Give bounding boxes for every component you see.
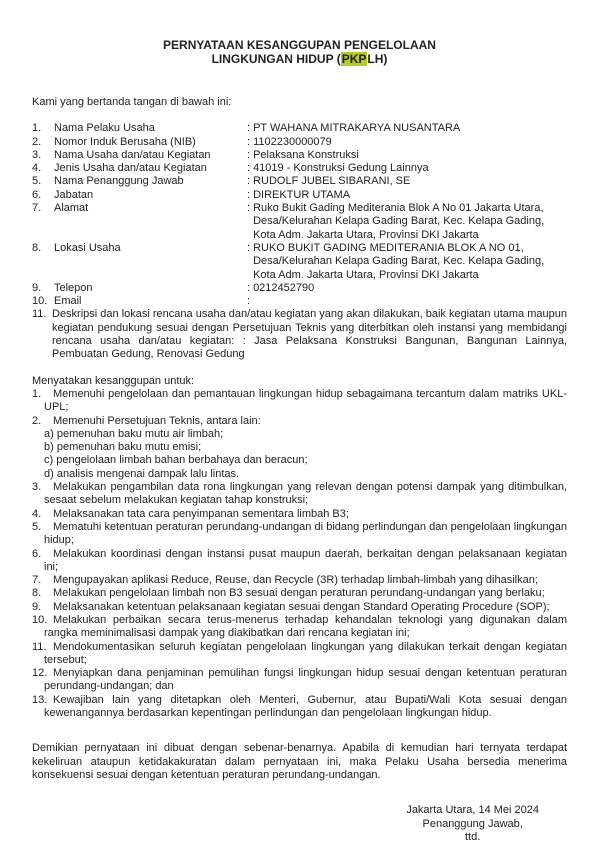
- item-number: 1.: [32, 387, 42, 400]
- commitment-text: Memenuhi pengelolaan dan pemantauan lingkungan hidup sebagaimana tercantum dalam matriks UKL-UPL;: [44, 387, 567, 414]
- commitment-item: [32, 587, 567, 600]
- commitment-item: [32, 547, 567, 575]
- item-number: 9.: [32, 281, 42, 294]
- colon-separator: :: [247, 188, 251, 201]
- commitment-text: Menyiapkan dana penjaminan pemulihan fungsi lingkungan hidup sesuai dengan ketentuan peraturan perundang-undangan; dan: [44, 667, 567, 693]
- title-line2-prefix: LINGKUNGAN HIDUP (: [211, 52, 341, 66]
- commitment-text: Mematuhi ketentuan peraturan perundang-undangan di bidang perlindungan dan pengelolaan lingkungan hidup;: [44, 520, 567, 547]
- field-value: PT WAHANA MITRAKARYA NUSANTARA: [253, 122, 461, 135]
- field-label: Nomor Induk Berusaha (NIB): [54, 135, 196, 148]
- colon-separator: :: [247, 295, 251, 308]
- commitment-text: Mengupayakan aplikasi Reduce, Reuse, dan Recycle (3R) terhadap limbah-limbah yang dihasilkan;: [53, 574, 538, 587]
- commitment-text: Melakukan koordinasi dengan instansi pusat maupun daerah, berkaitan dengan pelaksanaan kegiatan ini;: [44, 547, 567, 573]
- commitment-text: Melakukan pengambilan data rona lingkungan yang relevan dengan potensi dampak yang ditimbulkan, sesaat sebelum melakukan kegiatan tahap konstruksi;: [44, 481, 567, 507]
- commitment-subitem: d) analisis mengenai dampak lalu lintas.: [44, 467, 240, 480]
- field-value: DIREKTUR UTAMA: [253, 188, 351, 201]
- commitment-text: Memenuhi Persetujuan Teknis, antara lain:: [53, 414, 261, 427]
- document-title-line2: [32, 52, 567, 66]
- commitment-item: [32, 387, 567, 415]
- field-label: Nama Usaha dan/atau Kegiatan: [54, 148, 211, 161]
- item-number: 7.: [32, 574, 42, 587]
- field-value: RUKO BUKIT GADING MEDITERANIA BLOK A NO 01, Desa/Kelurahan Kelapa Gading Barat, Kec. Kelapa Gading, Kota Adm. Jakarta Utara, Provinsi DKI Jakarta: [253, 241, 545, 281]
- identity-row-description: [32, 308, 567, 361]
- field-value: RUDOLF JUBEL SIBARANI, SE: [253, 175, 411, 188]
- signature-role: Penanggung Jawab,: [422, 817, 523, 830]
- commitment-text: Melaksanakan ketentuan pelaksanaan kegiatan sesuai dengan Standard Operating Procedure (SOP);: [53, 600, 550, 613]
- commitment-text: Melakukan pengelolaan limbah non B3 sesuai dengan peraturan perundang-undangan yang berlaku;: [53, 587, 545, 600]
- signature-block: [406, 804, 539, 843]
- identity-row: [32, 175, 567, 188]
- colon-separator: :: [247, 162, 251, 175]
- commitment-subitem: c) pengelolaan limbah bahan berbahaya dan beracun;: [44, 454, 308, 467]
- field-label: Telepon: [54, 281, 93, 294]
- item-number: 5.: [32, 520, 42, 533]
- item-number: 7.: [32, 202, 42, 215]
- item-number: 10.: [32, 613, 48, 626]
- commitment-subitem: b) pemenuhan baku mutu emisi;: [44, 441, 202, 454]
- commitment-text: Melaksanakan tata cara penyimpanan sementara limbah B3;: [53, 507, 349, 520]
- item-number: 11.: [32, 308, 47, 321]
- field-value: Ruko Bukit Gading Mediterania Blok A No 01 Jakarta Utara, Desa/Kelurahan Kelapa Gading Barat, Kec. Kelapa Gading, Kota Adm. Jakarta Utara, Provinsi DKI Jakarta: [253, 202, 545, 241]
- commitment-text: Mendokumentasikan seluruh kegiatan pengelolaan lingkungan yang dilakukan terkait dengan kegiatan tersebut;: [44, 640, 567, 666]
- item-number: 1.: [32, 122, 42, 135]
- item-number: 12.: [32, 667, 48, 680]
- identity-row: [32, 136, 567, 149]
- field-value: 0212452790: [253, 281, 315, 294]
- commitments-list: [32, 388, 567, 720]
- title-line2-suffix: LH): [367, 52, 388, 66]
- field-value: 41019 - Konstruksi Gedung Lainnya: [253, 162, 429, 175]
- opening-statement: Kami yang bertanda tangan di bawah ini:: [32, 96, 232, 108]
- commitment-item: [32, 520, 567, 548]
- colon-separator: :: [247, 175, 251, 188]
- item-number: 2.: [32, 414, 42, 427]
- commitment-text: Melakukan perbaikan secara terus-menerus terhadap kehandalan teknologi yang digunakan dalam rangka meminimalisasi dampak yang diakibatkan dari rencana kegiatan ini;: [44, 613, 567, 640]
- identity-row: [32, 122, 567, 135]
- field-label: Nama Penanggung Jawab: [54, 175, 184, 188]
- identity-row: [32, 202, 567, 242]
- field-label: Email: [54, 295, 82, 308]
- field-label: Alamat: [54, 202, 89, 215]
- commitment-item: [32, 600, 567, 614]
- document-title: [32, 38, 567, 66]
- item-number: 5.: [32, 175, 42, 188]
- commitment-item: [32, 574, 567, 587]
- signature-place-date: Jakarta Utara, 14 Mei 2024: [406, 804, 539, 817]
- identity-row: [32, 189, 567, 202]
- item-number: 4.: [32, 162, 42, 175]
- field-value: Pelaksana Konstruksi: [253, 148, 359, 161]
- identity-row: [32, 282, 567, 295]
- field-label: Jabatan: [54, 188, 94, 201]
- colon-separator: :: [247, 241, 251, 254]
- field-label: Jenis Usaha dan/atau Kegiatan: [54, 162, 207, 175]
- commitment-item: [32, 507, 567, 521]
- colon-separator: :: [247, 135, 251, 148]
- field-value: 1102230000079: [253, 135, 332, 148]
- item-number: 6.: [32, 188, 42, 201]
- identity-row: [32, 149, 567, 162]
- commitment-item: [32, 414, 567, 428]
- field-label: Lokasi Usaha: [54, 241, 121, 254]
- identity-row: [32, 242, 567, 282]
- pkplh-highlight: PKP: [341, 52, 367, 66]
- item-number: 8.: [32, 587, 42, 600]
- description-text: Deskripsi dan lokasi rencana usaha dan/atau kegiatan yang akan dilakukan, baik kegiatan utama maupun kegiatan pendukung sesuai dengan Persetujuan Teknis yang diterbitkan oleh instansi yang membidangi rencana usaha dan/atau kegiatan: : Jasa Pelaksana Konstruksi Bangunan, Bangunan Lainnya, Pembuatan Gedung, Renovasi Gedung: [52, 308, 567, 361]
- colon-separator: :: [247, 281, 251, 294]
- field-value: [253, 295, 567, 308]
- colon-separator: :: [247, 122, 251, 135]
- closing-paragraph: Demikian pernyataan ini dibuat dengan sebenar-benarnya. Apabila di kemudian hari ternyata terdapat kekeliruan ataupun ketidakakuratan dalam pernyataan ini, maka Pelaku Usaha bersedia menerima konsekuensi sesuai dengan ketentuan peraturan perundang-undangan.: [32, 742, 567, 781]
- commitment-text: Kewajiban lain yang ditetapkan oleh Menteri, Gubernur, atau Bupati/Wali Kota sesuai dengan kewenangannya berdasarkan kepentingan perlindungan dan pengelolaan lingkungan hidup.: [44, 693, 567, 720]
- commitment-item: [32, 613, 567, 641]
- item-number: 3.: [32, 148, 42, 161]
- colon-separator: :: [247, 148, 251, 161]
- field-label: Nama Pelaku Usaha: [54, 122, 155, 135]
- commitment-item: [32, 640, 567, 668]
- identity-list: [32, 122, 567, 361]
- document-title-line1: PERNYATAAN KESANGGUPAN PENGELOLAAN: [163, 38, 436, 52]
- item-number: 9.: [32, 600, 42, 613]
- item-number: 3.: [32, 481, 42, 494]
- item-number: 8.: [32, 241, 42, 254]
- statement-intro: Menyatakan kesanggupan untuk:: [32, 374, 195, 387]
- identity-row: [32, 295, 567, 308]
- signature-ttd: ttd.: [465, 830, 481, 843]
- identity-row: [32, 162, 567, 175]
- item-number: 4.: [32, 507, 42, 520]
- commitment-item: [32, 693, 567, 721]
- item-number: 10.: [32, 295, 48, 308]
- item-number: 13.: [32, 693, 48, 706]
- item-number: 2.: [32, 135, 42, 148]
- item-number: 6.: [32, 547, 42, 560]
- item-number: 11.: [32, 640, 47, 653]
- commitment-subitem: a) pemenuhan baku mutu air limbah;: [44, 427, 224, 440]
- commitment-item: [32, 481, 567, 508]
- colon-separator: :: [247, 202, 251, 215]
- commitment-item: [32, 667, 567, 694]
